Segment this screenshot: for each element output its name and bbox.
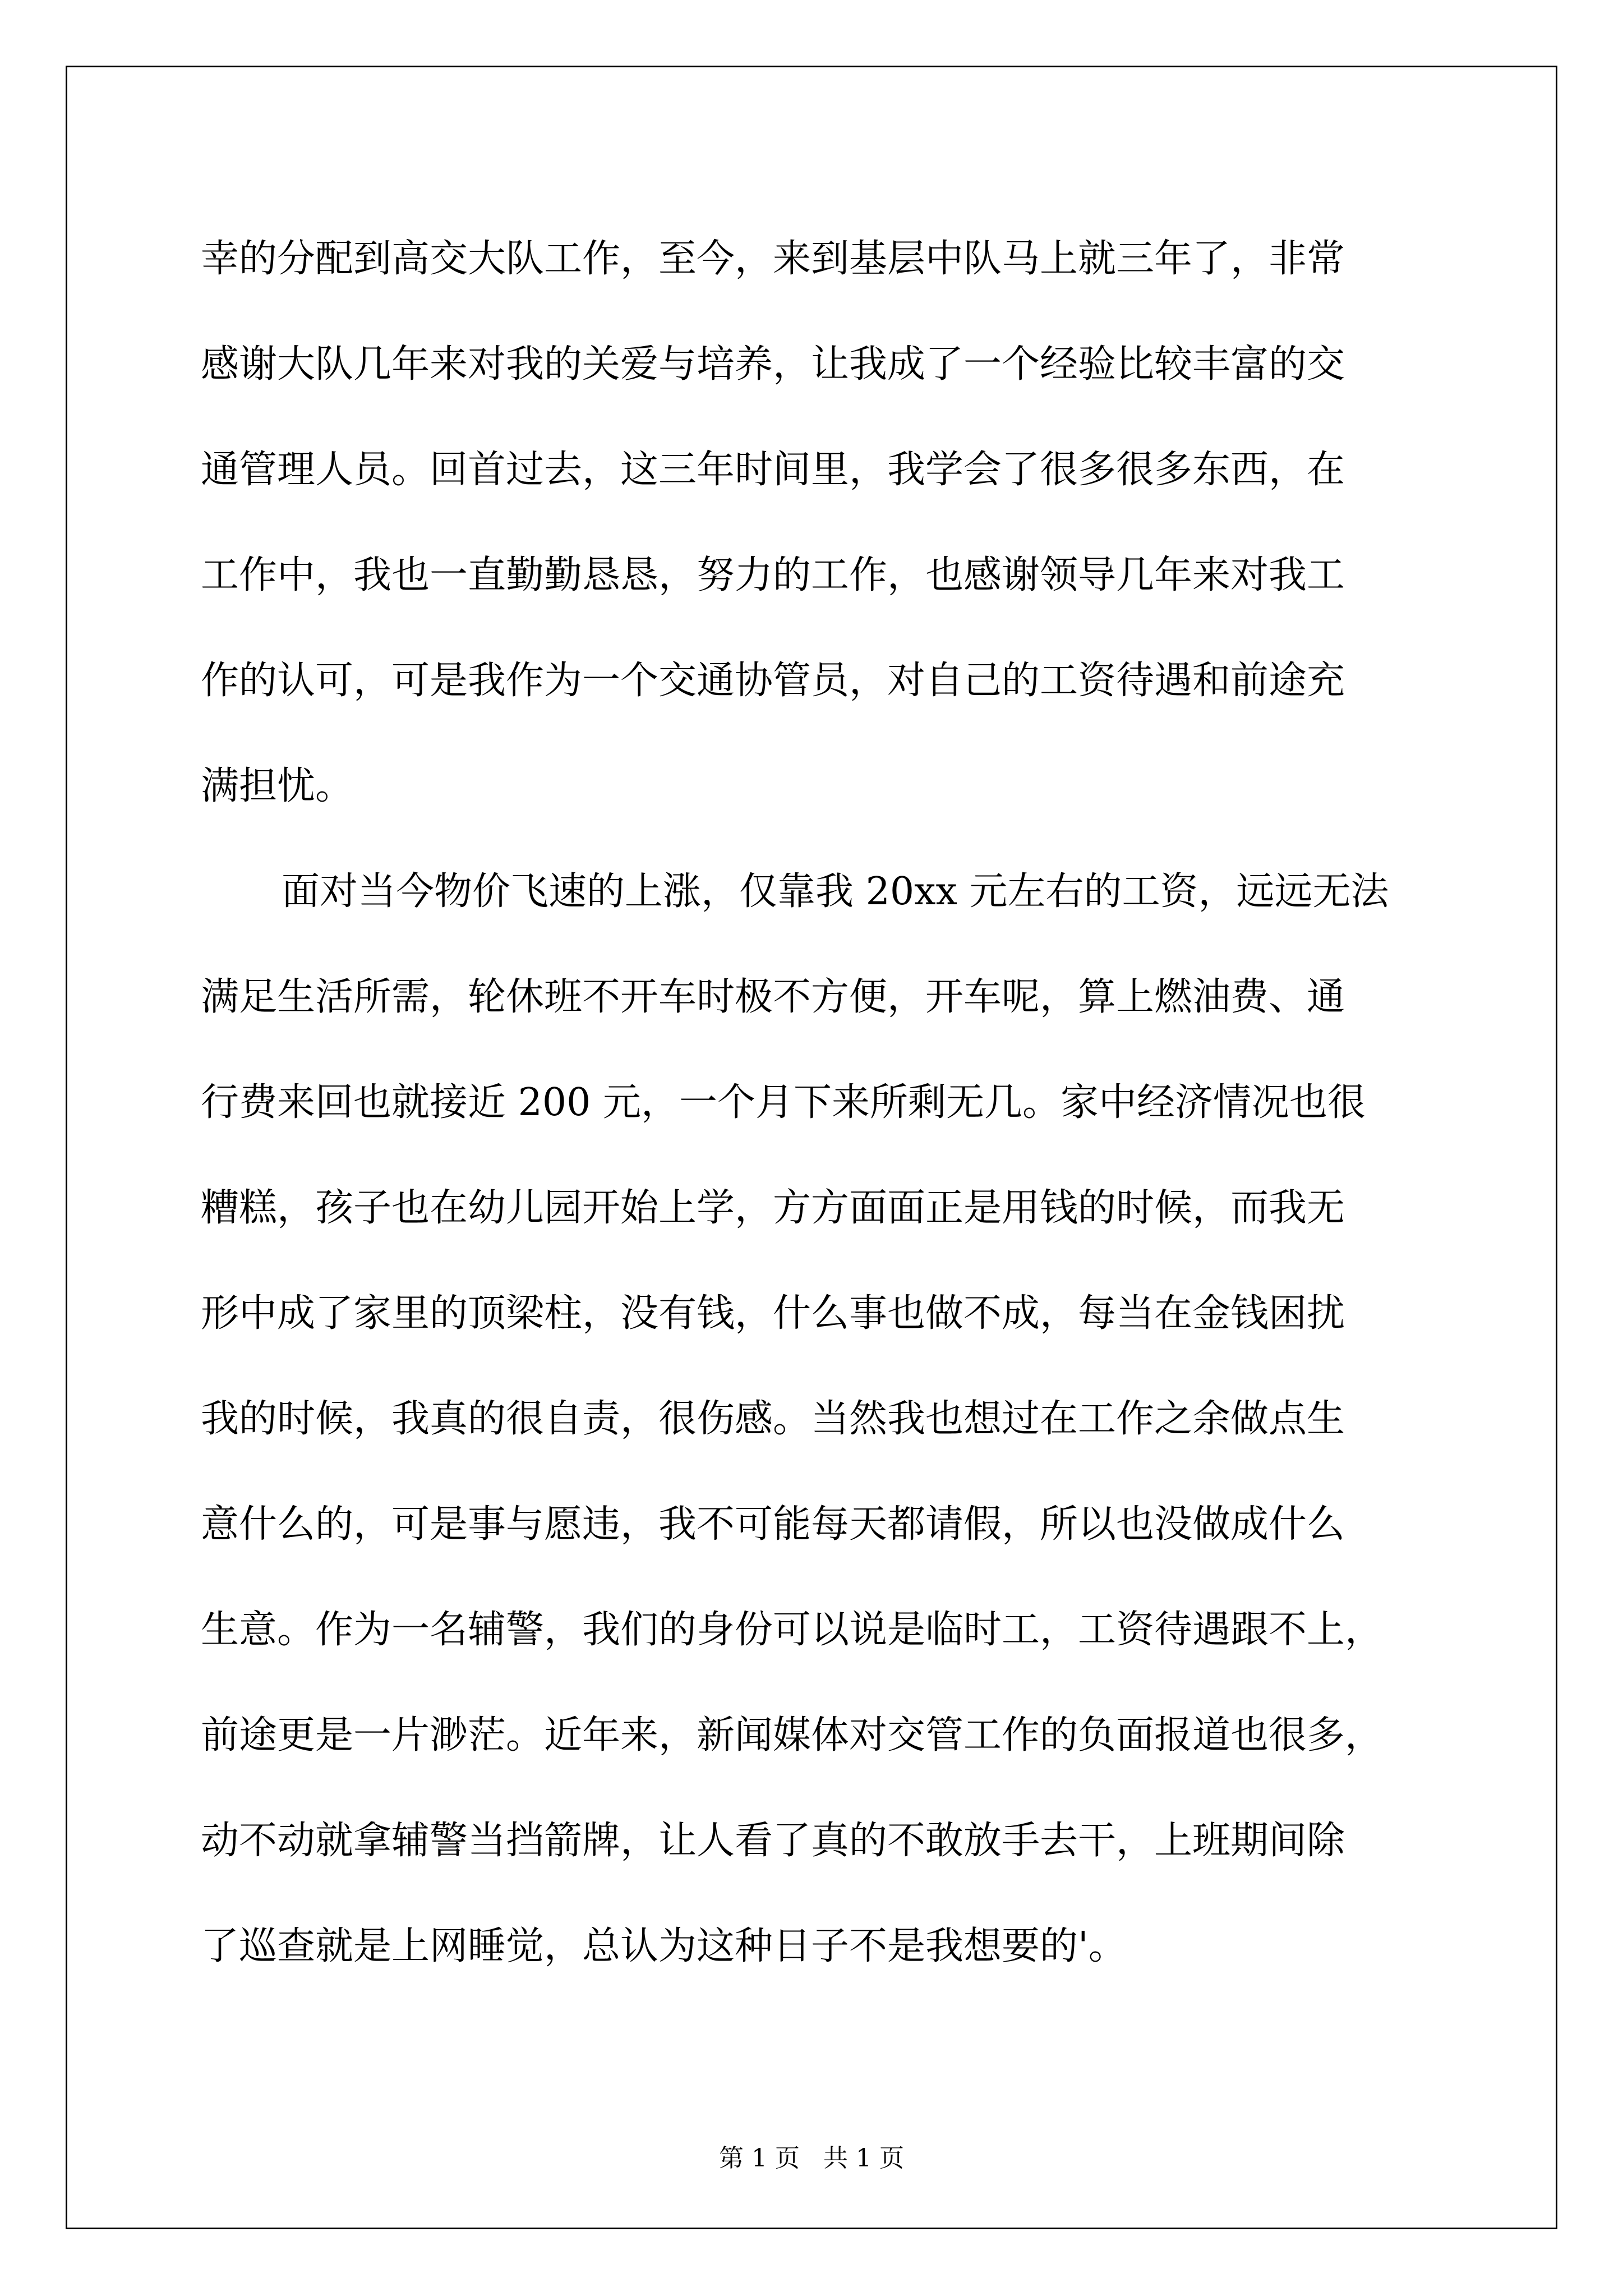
text-line: 行费来回也就接近 200 元，一个月下来所剩无几。家中经济情况也很	[201, 1080, 1366, 1125]
text-line: 了巡查就是上网睡觉，总认为这种日子不是我想要的'。	[201, 1924, 1127, 1968]
page-footer: 第 1 页 共 1 页	[719, 2144, 904, 2173]
text-line: 意什么的，可是事与愿违，我不可能每天都请假，所以也没做成什么	[201, 1502, 1345, 1547]
text-line: 生意。作为一名辅警，我们的身份可以说是临时工，工资待遇跟不上，	[201, 1608, 1384, 1652]
document-body	[201, 206, 1443, 1999]
text-line: 满担忧。	[201, 764, 354, 808]
text-line: 动不动就拿辅警当挡箭牌，让人看了真的不敢放手去干，上班期间除	[201, 1819, 1345, 1863]
text-line: 我的时候，我真的很自责，很伤感。当然我也想过在工作之余做点生	[201, 1397, 1345, 1441]
text-line: 形中成了家里的顶梁柱，没有钱，什么事也做不成，每当在金钱困扰	[201, 1291, 1345, 1336]
text-line: 工作中，我也一直勤勤恳恳，努力的工作，也感谢领导几年来对我工	[201, 553, 1345, 597]
text-line: 感谢大队几年来对我的关爱与培养，让我成了一个经验比较丰富的交	[201, 342, 1345, 386]
text-line: 作的认可，可是我作为一个交通协管员，对自己的工资待遇和前途充	[201, 659, 1345, 703]
text-line: 面对当今物价飞速的上涨，仅靠我 20xx 元左右的工资，远远无法	[282, 869, 1389, 914]
text-line: 幸的分配到高交大队工作，至今，来到基层中队马上就三年了，非常	[201, 237, 1345, 281]
text-line: 糟糕，孩子也在幼儿园开始上学，方方面面正是用钱的时候，而我无	[201, 1186, 1345, 1230]
text-line: 通管理人员。回首过去，这三年时间里，我学会了很多很多东西，在	[201, 448, 1345, 492]
text-line: 前途更是一片渺茫。近年来，新闻媒体对交管工作的负面报道也很多，	[201, 1713, 1384, 1757]
text-line: 满足生活所需，轮休班不开车时极不方便，开车呢，算上燃油费、通	[201, 975, 1345, 1019]
